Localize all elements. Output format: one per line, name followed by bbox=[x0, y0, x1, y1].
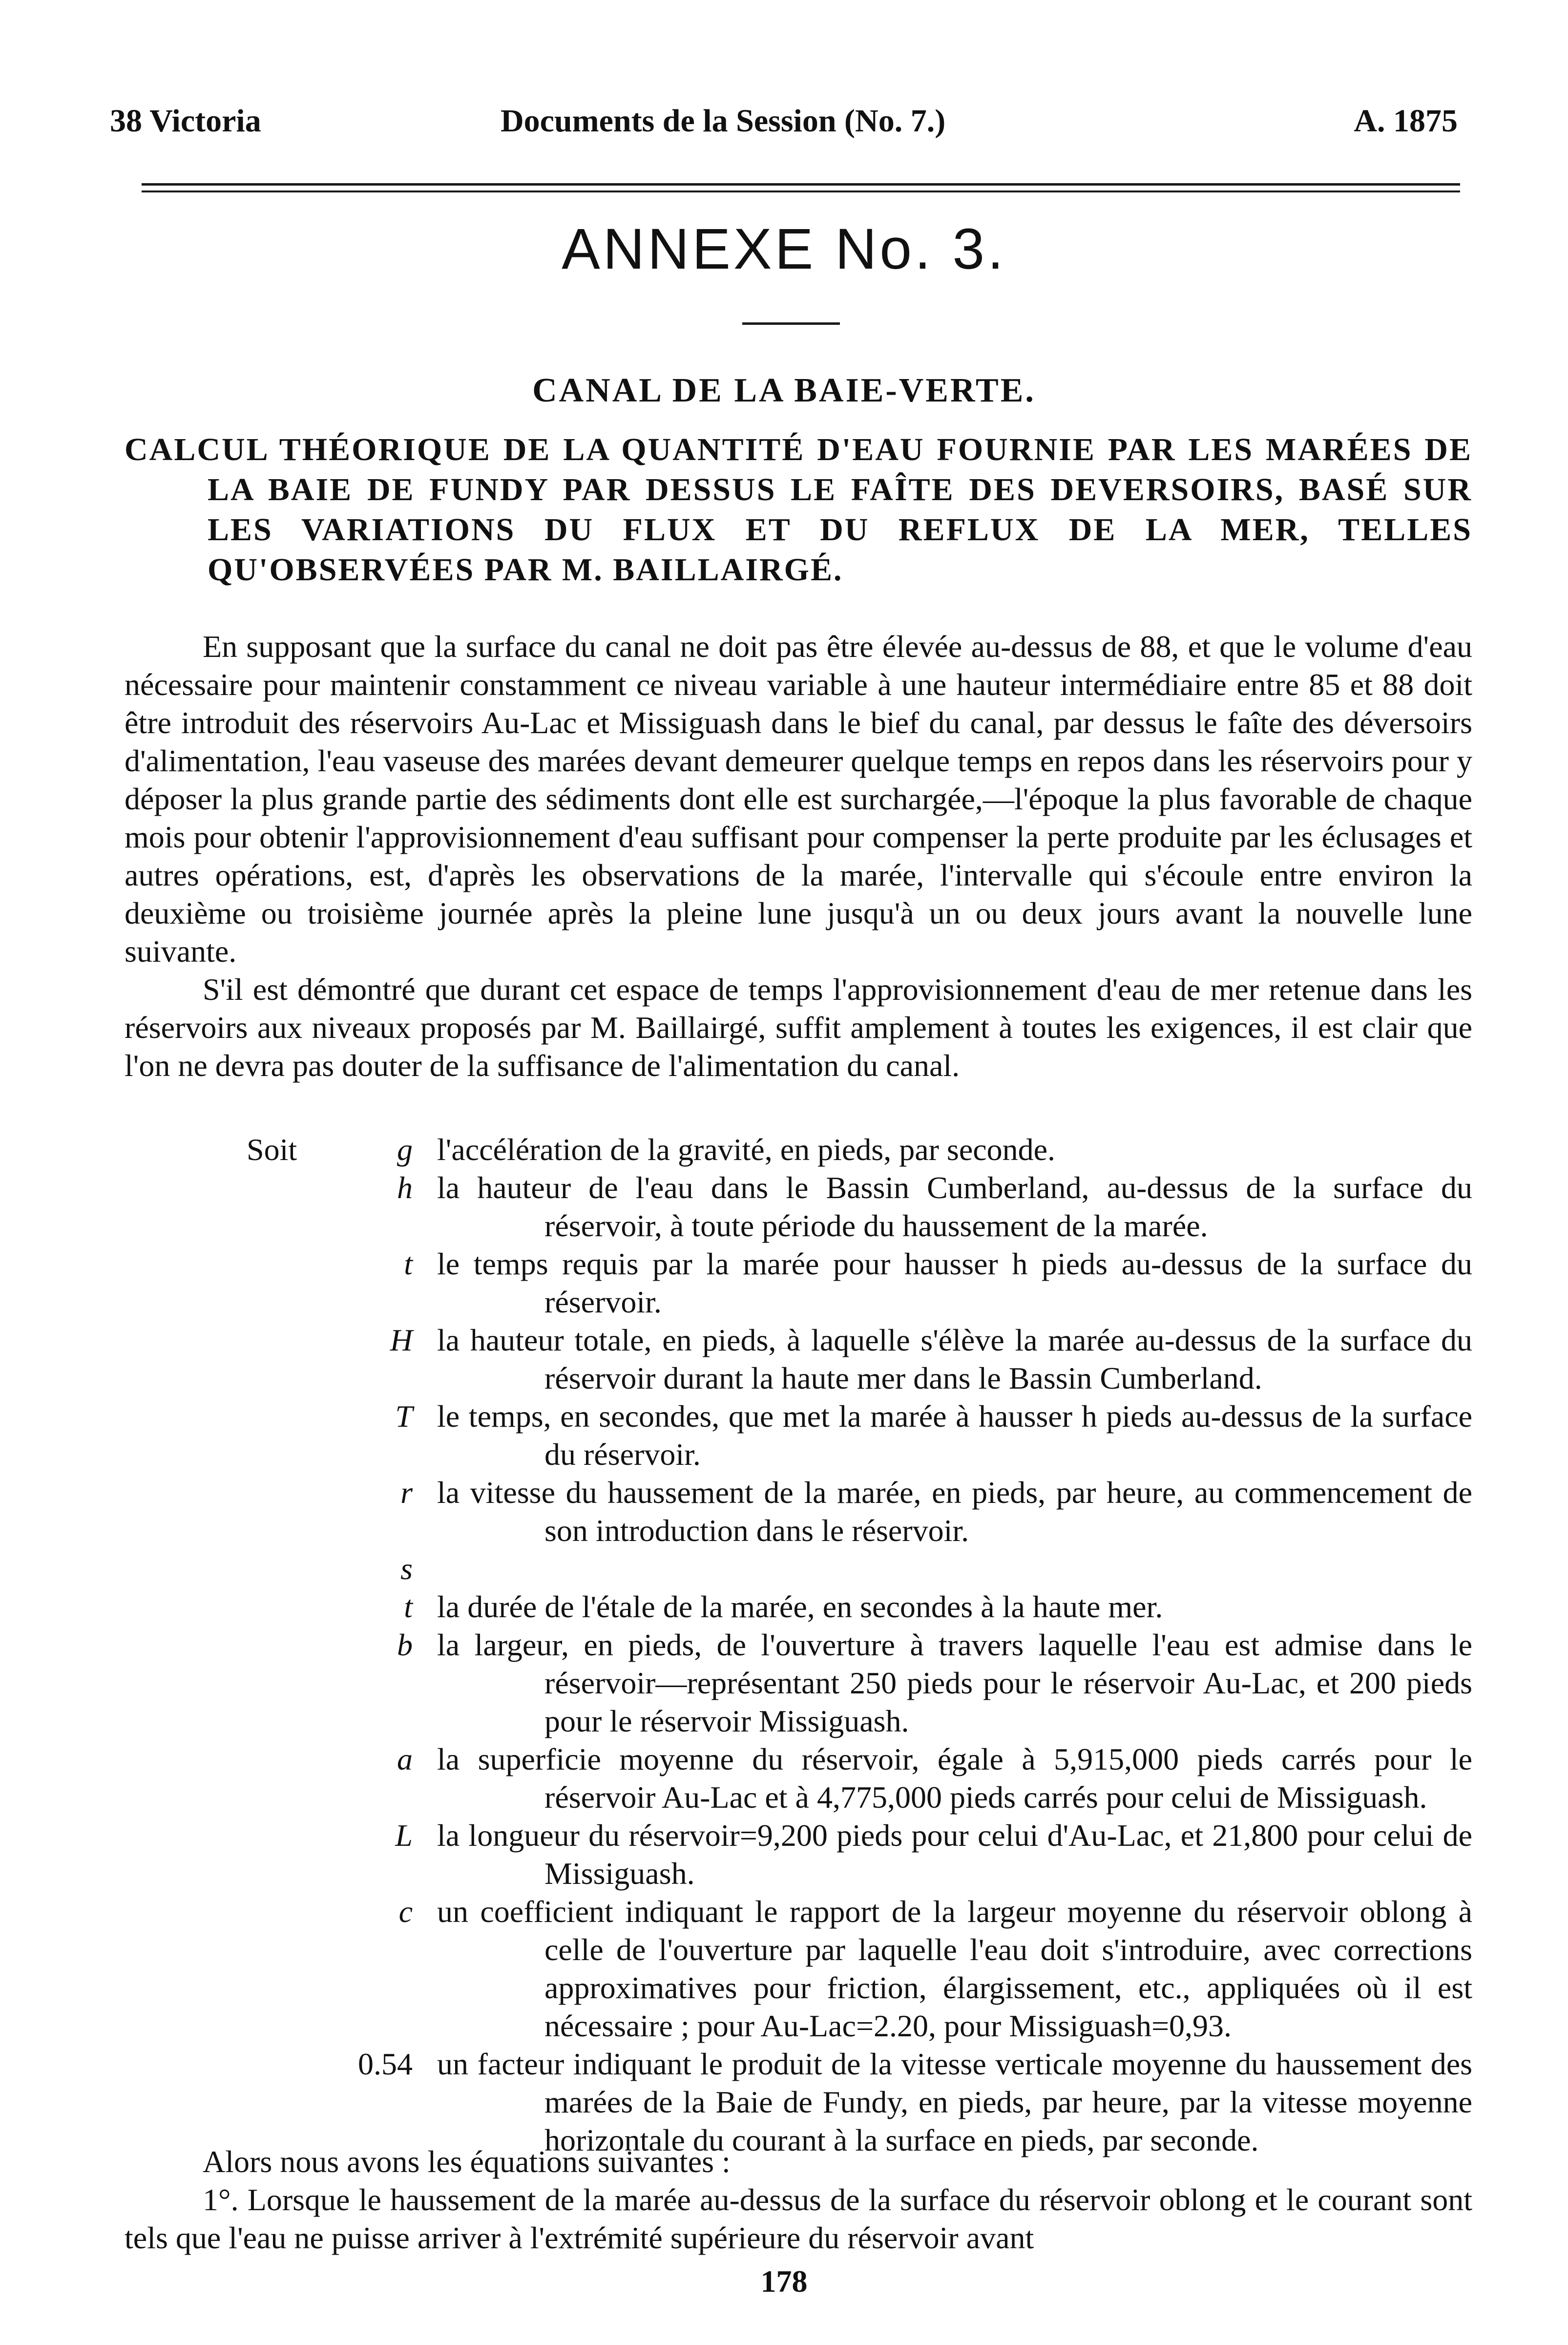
definition-text: la longueur du réservoir=9,200 pieds pour celui d'Au-Lac, et 21,800 pour celui de Missiguash. bbox=[437, 1818, 1472, 1891]
running-header bbox=[110, 102, 1458, 141]
definition-symbol: a bbox=[397, 1742, 413, 1776]
definition-text: un facteur indiquant le produit de la vitesse verticale moyenne du haussement des marées de la Baie de Fundy, en pieds, par heure, par la vitesse moyenne horizontale du courant à la surface en pieds, par seconde. bbox=[437, 2047, 1472, 2157]
definition-text: un coefficient indiquant le rapport de la largeur moyenne du réservoir oblong à celle de l'ouverture par laquelle l'eau doit s'introduire, avec corrections approximatives pour friction, élargissement, etc., appliquées où il est nécessaire ; pour Au-Lac=2.20, pour Missiguash=0,93. bbox=[437, 1894, 1472, 2043]
header-rule-bottom bbox=[142, 190, 1460, 192]
definition-row bbox=[125, 1131, 1472, 1169]
definition-symbol: L bbox=[395, 1818, 413, 1853]
definition-symbol: s bbox=[400, 1551, 413, 1586]
calcul-title: CALCUL THÉORIQUE DE LA QUANTITÉ D'EAU FOURNIE PAR LES MARÉES DE LA BAIE DE FUNDY PAR DESSUS LE FAÎTE DES DEVERSOIRS, BASÉ SUR LES VARIATIONS DU FLUX ET DU REFLUX DE LA MER, TELLES QU'OBSERVÉES PAR M. BAILLAIRGÉ. bbox=[125, 432, 1472, 588]
definition-text: la vitesse du haussement de la marée, en pieds, par heure, au commencement de son introduction dans le réservoir. bbox=[437, 1475, 1472, 1548]
soit-label: Soit bbox=[247, 1132, 297, 1167]
definition-row bbox=[125, 1245, 1472, 1321]
definition-symbol: T bbox=[395, 1399, 413, 1434]
definition-row bbox=[125, 1474, 1472, 1550]
definition-text: le temps requis par la marée pour hausser h pieds au-dessus de la surface du réservoir. bbox=[437, 1246, 1472, 1319]
definition-symbol: h bbox=[397, 1170, 413, 1205]
definition-symbol: 0.54 bbox=[358, 2047, 413, 2081]
calcul-heading bbox=[125, 430, 1472, 590]
canal-title: CANAL DE LA BAIE-VERTE. bbox=[532, 372, 1036, 409]
page-number: 178 bbox=[760, 2264, 808, 2299]
definition-text: la hauteur totale, en pieds, à laquelle s'élève la marée au-dessus de la surface du réservoir durant la haute mer dans le Bassin Cumberland. bbox=[437, 1323, 1472, 1395]
definition-text: le temps, en secondes, que met la marée à hausser h pieds au-dessus de la surface du réservoir. bbox=[437, 1399, 1472, 1472]
paragraph-2: S'il est démontré que durant cet espace de temps l'approvisionnement d'eau de mer retenue dans les réservoirs aux niveaux proposés par M. Baillairgé, suffit amplement à toutes les exigences, il est clair que l'on ne devra pas douter de la suffisance de l'alimentation du canal. bbox=[125, 972, 1472, 1083]
definition-symbol: t bbox=[404, 1589, 413, 1624]
equations-intro: Alors nous avons les équations suivantes : bbox=[203, 2144, 731, 2179]
definition-row bbox=[125, 1588, 1472, 1626]
annex-title: ANNEXE No. 3. bbox=[562, 217, 1006, 281]
annex-divider bbox=[742, 322, 840, 325]
definition-text: la superficie moyenne du réservoir, égale à 5,915,000 pieds carrés pour le réservoir Au-Lac et à 4,775,000 pieds carrés pour celui de Missiguash. bbox=[437, 1742, 1472, 1815]
definition-row bbox=[125, 1550, 1472, 1588]
definition-symbol: b bbox=[397, 1627, 413, 1662]
definition-text: la largeur, en pieds, de l'ouverture à travers laquelle l'eau est admise dans le réservoir—représentant 250 pieds pour le réservoir Au-Lac, et 200 pieds pour le réservoir Missiguash. bbox=[437, 1627, 1472, 1738]
paragraph-1: En supposant que la surface du canal ne doit pas être élevée au-dessus de 88, et que le volume d'eau nécessaire pour maintenir constamment ce niveau variable à une hauteur intermédiaire entre 85 et 88 doit être introduit des réservoirs Au-Lac et Missiguash dans le bief du canal, par dessus le faîte des déversoirs d'alimentation, l'eau vaseuse des marées devant demeurer quelque temps en repos dans les réservoirs pour y déposer la plus grande partie des sédiments dont elle est surchargée,—l'époque la plus favorable de chaque mois pour obtenir l'approvisionnement d'eau suffisant pour compenser la perte produite par les éclusages et autres opérations, est, d'après les observations de la marée, l'intervalle qui s'écoule entre environ la deuxième ou troisième journée après la pleine lune jusqu'à un ou deux jours avant la nouvelle lune suivante. bbox=[125, 629, 1472, 969]
definition-row bbox=[125, 1893, 1472, 2045]
header-session: Documents de la Session (No. 7.) bbox=[501, 103, 946, 139]
definition-row bbox=[125, 2045, 1472, 2159]
definition-symbol: H bbox=[390, 1323, 413, 1357]
definition-text bbox=[437, 1550, 1472, 1588]
definition-text: la hauteur de l'eau dans le Bassin Cumberland, au-dessus de la surface du réservoir, à toute période du haussement de la marée. bbox=[437, 1170, 1472, 1243]
definition-symbol: g bbox=[397, 1132, 413, 1167]
definitions-list bbox=[125, 1131, 1472, 2159]
closing-text bbox=[125, 2143, 1472, 2257]
definition-row bbox=[125, 1740, 1472, 1817]
header-volume: 38 Victoria bbox=[110, 103, 261, 139]
header-rule-top bbox=[142, 183, 1460, 186]
definition-symbol: c bbox=[398, 1894, 413, 1929]
intro-paragraphs bbox=[125, 628, 1472, 1085]
definition-symbol: r bbox=[400, 1475, 413, 1510]
definition-symbol: t bbox=[404, 1246, 413, 1281]
definition-row bbox=[125, 1321, 1472, 1397]
header-year: A. 1875 bbox=[1354, 103, 1458, 139]
definition-row bbox=[125, 1626, 1472, 1740]
definition-text: l'accélération de la gravité, en pieds, par seconde. bbox=[437, 1132, 1056, 1167]
definition-text: la durée de l'étale de la marée, en secondes à la haute mer. bbox=[437, 1589, 1163, 1624]
definition-row bbox=[125, 1817, 1472, 1893]
equation-case-1: 1°. Lorsque le haussement de la marée au-dessus de la surface du réservoir oblong et le courant sont tels que l'eau ne puisse arriver à l'extrémité supérieure du réservoir avant bbox=[125, 2182, 1472, 2255]
definition-row bbox=[125, 1397, 1472, 1474]
definition-row bbox=[125, 1169, 1472, 1245]
